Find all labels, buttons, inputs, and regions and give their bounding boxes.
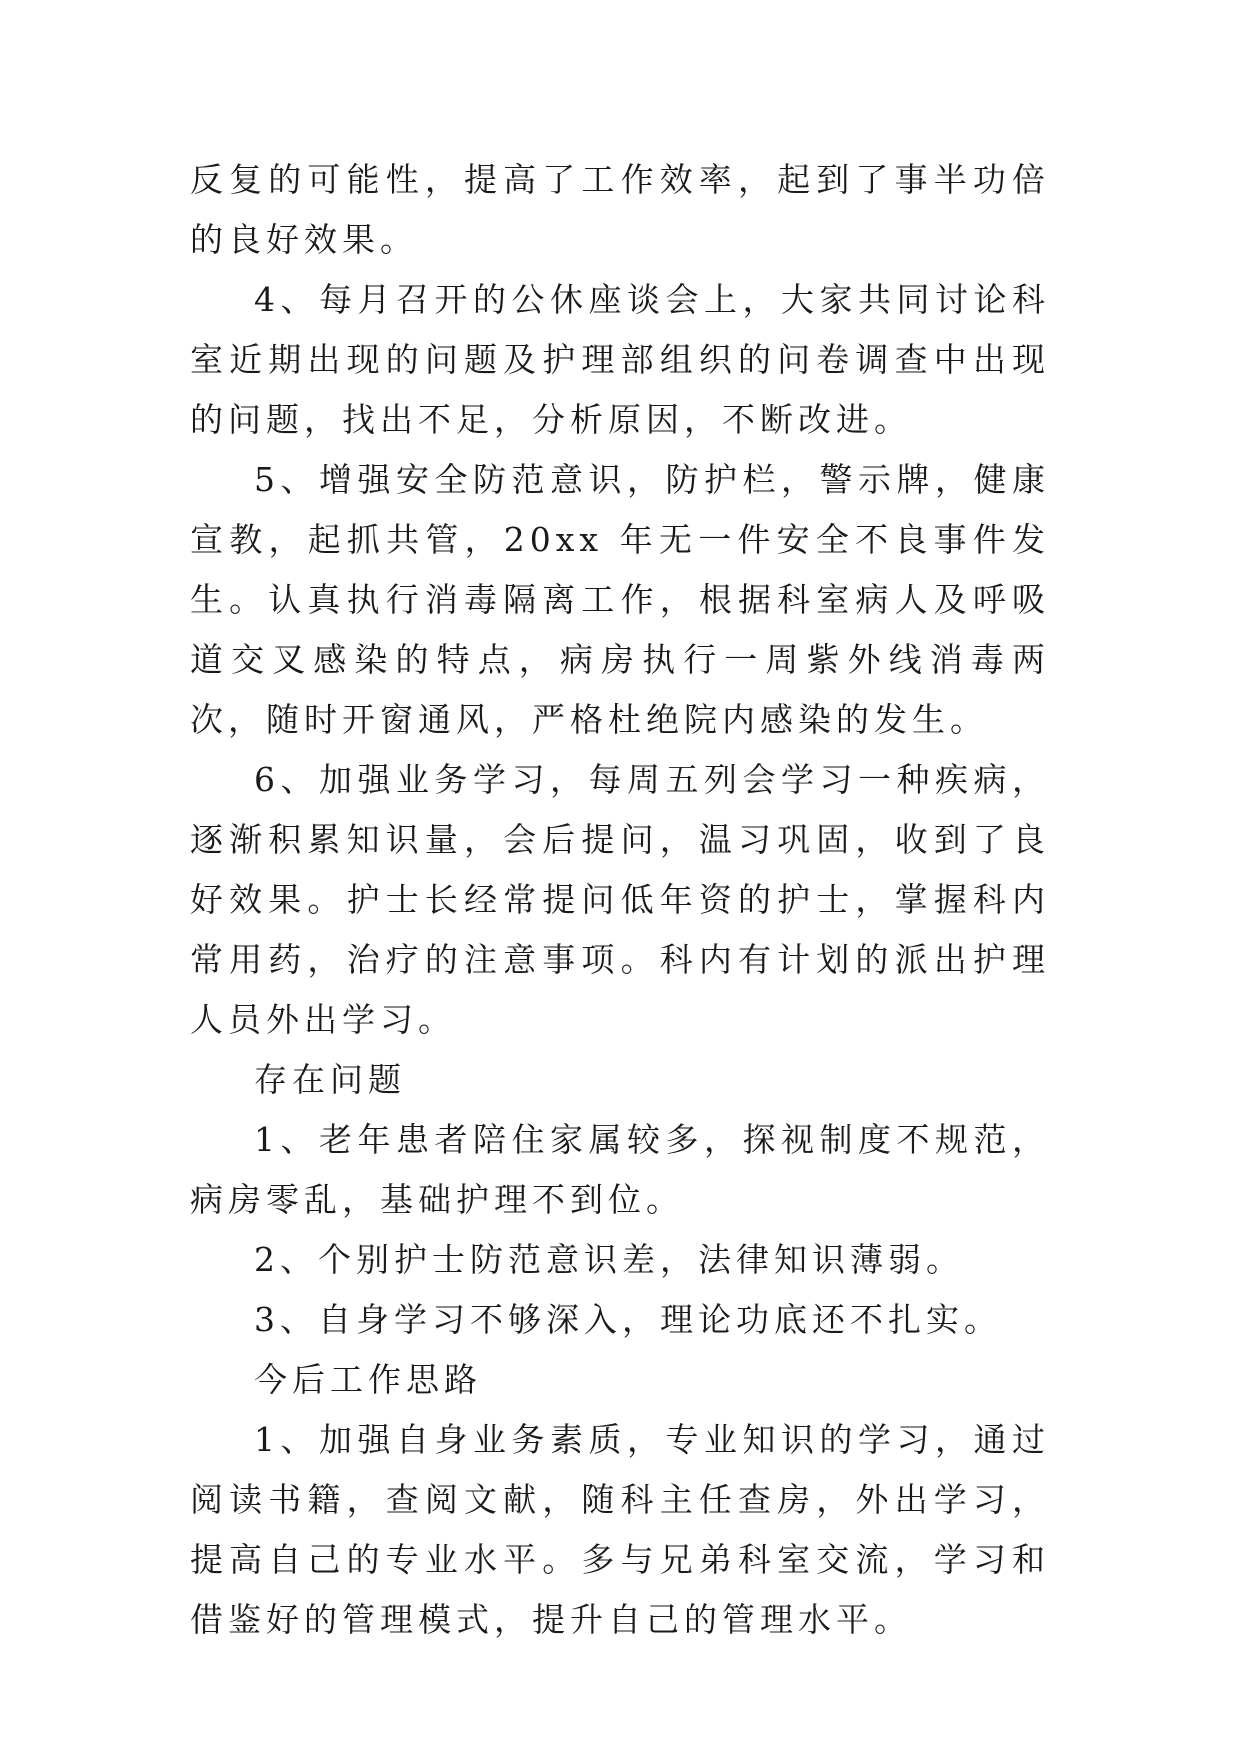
section-heading-future-plans: 今后工作思路: [254, 1360, 482, 1399]
problem-item-3: 3、自身学习不够深入，理论功底还不扎实。: [254, 1300, 1002, 1339]
paragraph-item-6: 6、加强业务学习，每周五列会学习一种疾病，逐渐积累知识量，会后提问，温习巩固，收到了良好效果。护士长经常提问低年资的护士，掌握科内常用药，治疗的注意事项。科内有计划的派出护理人员外出学习。: [190, 760, 1050, 1039]
section-heading-problems: 存在问题: [254, 1060, 406, 1099]
paragraph-item-4: 4、每月召开的公休座谈会上，大家共同讨论科室近期出现的问题及护理部组织的问卷调查中出现的问题，找出不足，分析原因，不断改进。: [190, 280, 1050, 439]
problem-item-1: 1、老年患者陪住家属较多，探视制度不规范，病房零乱，基础护理不到位。: [190, 1120, 1050, 1219]
paragraph-item-5: 5、增强安全防范意识，防护栏，警示牌，健康宣教，起抓共管，20xx 年无一件安全不良事件发生。认真执行消毒隔离工作，根据科室病人及呼吸道交叉感染的特点，病房执行一周紫外线消毒两次，随时开窗通风，严格杜绝院内感染的发生。: [190, 460, 1050, 739]
plan-item-1: 1、加强自身业务素质，专业知识的学习，通过阅读书籍，查阅文献，随科主任查房，外出学习，提高自己的专业水平。多与兄弟科室交流，学习和借鉴好的管理模式，提升自己的管理水平。: [190, 1420, 1050, 1639]
paragraph-continuation: 反复的可能性，提高了工作效率，起到了事半功倍的良好效果。: [190, 160, 1050, 259]
document-body: [190, 150, 1050, 1650]
problem-item-2: 2、个别护士防范意识差，法律知识薄弱。: [254, 1240, 964, 1279]
